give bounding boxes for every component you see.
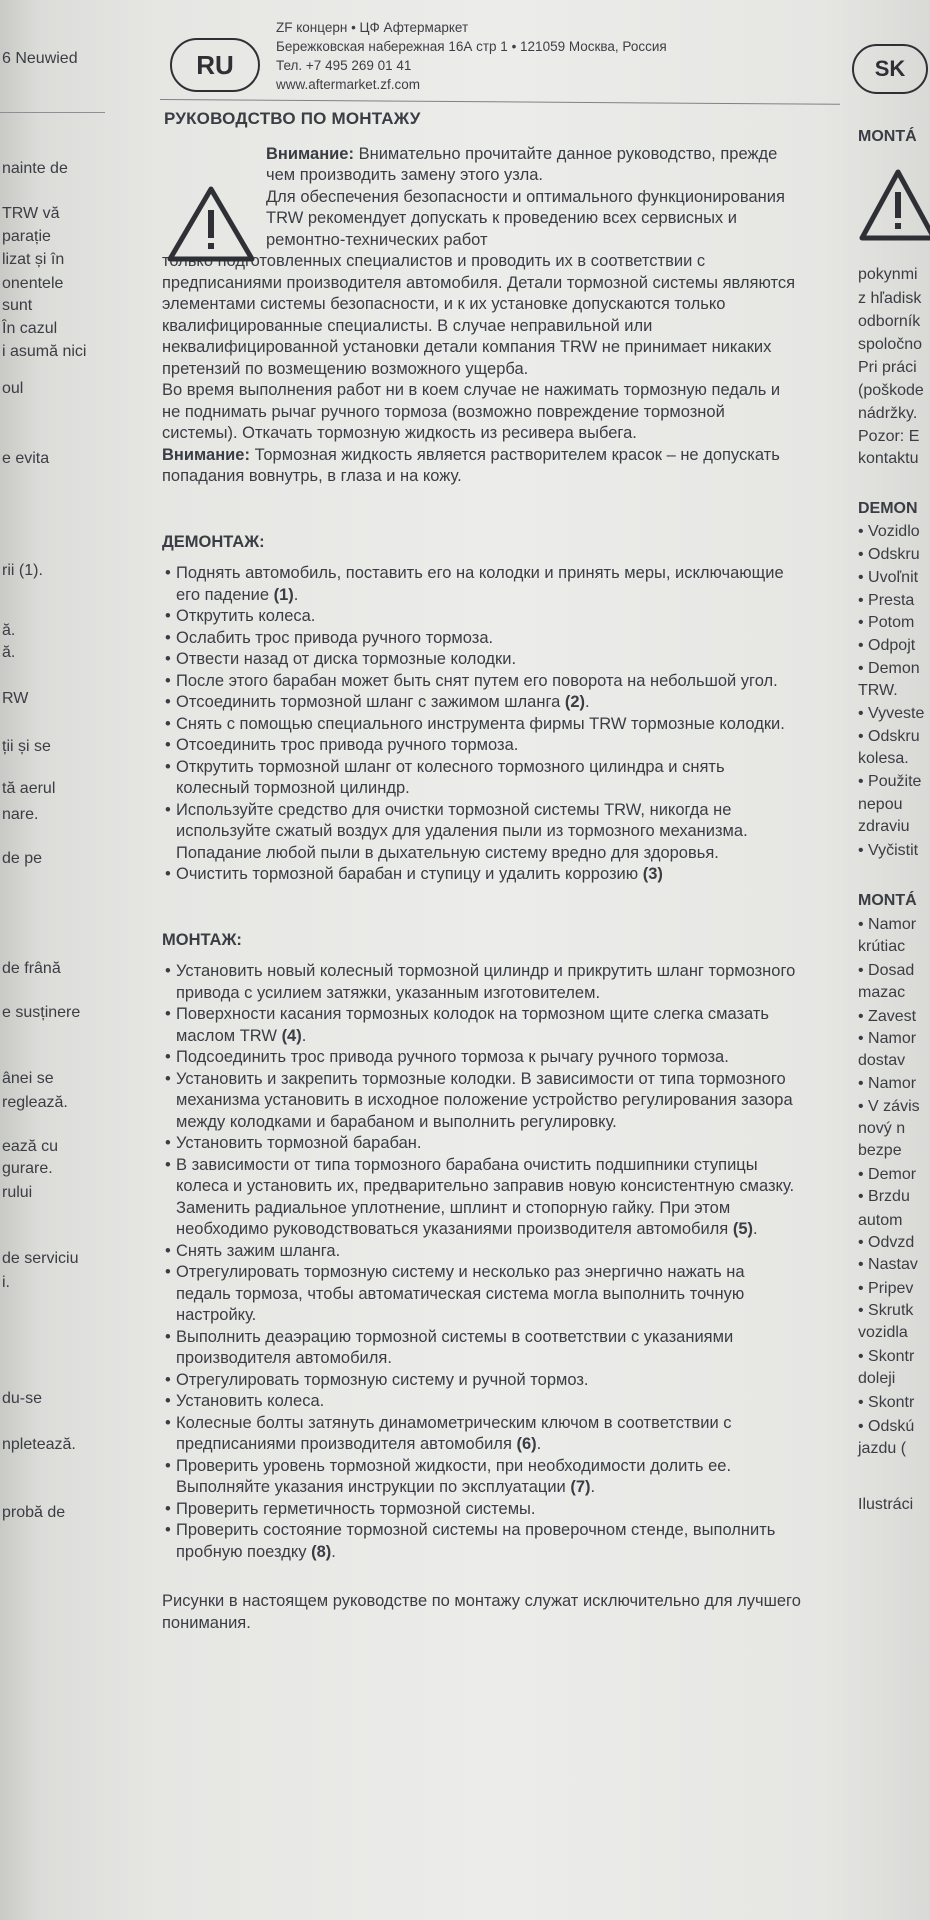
- right-text-fragment: • Odskru: [858, 546, 920, 563]
- list-item: [176, 800, 802, 865]
- list-item: [176, 757, 802, 800]
- right-text-fragment: doleji: [858, 1370, 896, 1387]
- right-text-fragment: • Zavest: [858, 1008, 917, 1025]
- list-item: [176, 606, 802, 628]
- right-text-fragment: dostav: [858, 1052, 906, 1069]
- list-item-text: Снять с помощью специального инструмента фирмы TRW тормозные колодки.: [176, 714, 785, 733]
- list-item: [176, 1456, 802, 1499]
- company-website: www.aftermarket.zf.com: [276, 77, 421, 92]
- left-text-fragment: ții și se: [2, 738, 51, 755]
- right-text-fragment: autom: [858, 1212, 903, 1229]
- right-text-fragment: • Uvoľnit: [858, 569, 919, 586]
- left-text-fragment: oul: [2, 380, 24, 397]
- list-item: [176, 649, 802, 671]
- figure-ref: (8): [311, 1542, 332, 1561]
- list-item: [176, 864, 802, 886]
- list-item-text: Поднять автомобиль, поставить его на колодки и принять меры, исключающие его падение: [176, 564, 784, 604]
- left-text-fragment: gurare.: [2, 1160, 53, 1177]
- warning-label: Внимание:: [266, 144, 354, 163]
- list-item-text: Подсоединить трос привода ручного тормоза к рычагу ручного тормоза.: [176, 1048, 729, 1066]
- left-text-fragment: e susținere: [2, 1004, 81, 1021]
- right-column-sk: [852, 0, 930, 1920]
- right-text-fragment: • Skrutk: [858, 1302, 914, 1319]
- right-text-fragment: • Pripev: [858, 1280, 914, 1297]
- right-text-fragment: odborník: [858, 313, 921, 330]
- list-item-text: Колесные болты затянуть динамометрическим ключом в соответствии с предписаниями производителя автомобиля: [176, 1413, 732, 1453]
- list-item-text: Установить тормозной барабан.: [176, 1134, 422, 1152]
- list-item-text: Отсоединить трос привода ручного тормоза.: [176, 736, 519, 754]
- right-text-fragment: • Vozidlo: [858, 523, 920, 540]
- list-item-text: Проверить состояние тормозной системы на проверочном стенде, выполнить пробную поездку: [176, 1521, 776, 1561]
- left-text-fragment: probă de: [2, 1504, 66, 1521]
- right-text-fragment: • Nastav: [858, 1256, 918, 1273]
- list-item: [176, 563, 802, 606]
- dismantling-list: [162, 563, 802, 886]
- mounting-heading: МОНТАЖ:: [162, 930, 242, 949]
- left-text-fragment: npletează.: [2, 1436, 76, 1453]
- right-text-fragment: krútiac: [858, 938, 906, 955]
- right-text-fragment: z hľadisk: [858, 290, 922, 307]
- list-item-tail: .: [331, 1542, 336, 1561]
- right-text-fragment: bezpe: [858, 1142, 902, 1159]
- right-text-fragment: • Namor: [858, 916, 917, 933]
- left-text-fragment: de pe: [2, 850, 43, 867]
- warning-block: [162, 144, 802, 488]
- left-column-ro: [0, 0, 110, 1920]
- left-text-fragment: sunt: [2, 297, 33, 314]
- list-item-text: Проверить герметичность тормозной системы.: [176, 1499, 536, 1518]
- list-item: [176, 735, 802, 757]
- right-text-fragment: Ilustráci: [858, 1496, 914, 1513]
- right-text-fragment: • Vyveste: [858, 705, 925, 722]
- left-text-fragment: ează cu: [2, 1138, 59, 1155]
- left-text-fragment: rului: [2, 1184, 33, 1201]
- list-item-tail: .: [301, 1026, 307, 1045]
- list-item: [176, 1370, 802, 1392]
- right-text-fragment: • Vyčistit: [858, 842, 919, 859]
- list-item-text: Отсоединить тормозной шланг с зажимом шланга: [176, 693, 561, 711]
- left-text-fragment: du-se: [2, 1390, 43, 1407]
- left-text-fragment: onentele: [2, 275, 64, 292]
- list-item-text: Снять зажим шланга.: [176, 1241, 341, 1260]
- list-item-text: Используйте средство для очистки тормозной системы TRW, никогда не используйте сжатый воздух для удаления пыли из тормозного механизма. Попадание любой пыли в дыхательную систему вредно для здоровья.: [176, 800, 748, 862]
- right-text-fragment: Pri práci: [858, 359, 917, 376]
- list-item: [176, 1069, 802, 1134]
- list-item-text: Выполнить деаэрацию тормозной системы в соответствии с указаниями производителя автомобиля.: [176, 1327, 734, 1367]
- list-item: [176, 671, 802, 693]
- warning-text-4: Во время выполнения работ ни в коем случае не нажимать тормозную педаль и не поднимать рычаг ручного тормоза (возможно повреждение тормозной системы). Откачать тормозную жидкость из ресивера выбега.: [162, 381, 781, 442]
- list-item-text: Ослабить трос привода ручного тормоза.: [176, 628, 494, 647]
- list-item-text: Установить новый колесный тормозной цилиндр и прикрутить шланг тормозного привода с усилием затяжки, указанным изготовителем.: [176, 962, 796, 1002]
- dismantling-heading: ДЕМОНТАЖ:: [162, 532, 265, 551]
- list-item: [176, 1004, 802, 1047]
- company-phone: Тел. +7 495 269 01 41: [276, 58, 412, 73]
- right-text-fragment: • Presta: [858, 592, 915, 609]
- list-item-text: Поверхности касания тормозных колодок на тормозном щите слегка смазать маслом TRW: [176, 1005, 770, 1045]
- list-item-text: Отрегулировать тормозную систему и ручной тормоз.: [176, 1370, 589, 1389]
- right-text-fragment: • Odskú: [858, 1418, 915, 1435]
- figure-ref: (2): [564, 693, 586, 711]
- left-text-fragment: TRW vă: [2, 205, 60, 222]
- list-item-text: Установить и закрепить тормозные колодки. В зависимости от типа тормозного механизма установить в исходное положение устройство регулирования зазора между колодками и барабаном и выполнить регулировку.: [176, 1069, 793, 1131]
- right-text-fragment: kolesa.: [858, 750, 909, 767]
- right-text-fragment: • Odpojt: [858, 637, 916, 654]
- left-divider: [0, 112, 105, 113]
- list-item-tail: .: [590, 1478, 596, 1496]
- left-text-fragment: de serviciu: [2, 1250, 79, 1267]
- header-divider: [160, 99, 840, 105]
- right-text-fragment: • Odvzd: [858, 1234, 915, 1251]
- list-item: [176, 1520, 802, 1563]
- sk-language-badge: SK: [852, 44, 928, 94]
- left-text-fragment: ânei se: [2, 1070, 54, 1087]
- left-text-fragment: ă.: [2, 644, 16, 661]
- list-item: [176, 961, 802, 1004]
- left-text-fragment: rii (1).: [2, 562, 43, 579]
- right-text-fragment: nádržky.: [858, 405, 918, 422]
- warning-paragraph-1: [266, 144, 802, 187]
- left-text-fragment: nainte de: [2, 160, 68, 177]
- warning-text-1: Внимательно прочитайте данное руководство, прежде чем производить замену этого узла.: [266, 144, 778, 184]
- list-item: [176, 628, 802, 650]
- figure-ref: (3): [642, 865, 663, 883]
- footer-note: Рисунки в настоящем руководстве по монтажу служат исключительно для лучшего понимания.: [162, 1592, 801, 1632]
- list-item-text: Отрегулировать тормозную систему и несколько раз энергично нажать на педаль тормоза, чтобы автоматическая система могла выполнить точную настройку.: [176, 1263, 745, 1324]
- figure-ref: (7): [570, 1478, 591, 1496]
- warning-text-2: Для обеспечения безопасности и оптимального функционирования TRW рекомендует допускать к проведению всех сервисных и ремонтно-технических работ: [266, 187, 785, 249]
- mounting-list: [162, 961, 802, 1563]
- list-item-text: Очистить тормозной барабан и ступицу и удалить коррозию: [176, 865, 639, 883]
- left-text-fragment: lizat și în: [2, 251, 65, 268]
- list-item: [176, 1327, 802, 1370]
- left-header-fragment: 6 Neuwied: [2, 50, 78, 67]
- left-text-fragment: i.: [2, 1274, 10, 1291]
- company-address: Бережковская набережная 16А стр 1 • 121059 Москва, Россия: [276, 39, 667, 54]
- right-text-fragment: • Skontr: [858, 1348, 915, 1365]
- right-text-fragment: • Demor: [858, 1166, 917, 1183]
- figure-ref: (6): [516, 1435, 537, 1453]
- list-item: [176, 1413, 802, 1456]
- right-text-fragment: • Brzdu: [858, 1188, 910, 1205]
- right-text-fragment: nepou: [858, 796, 903, 813]
- list-item-tail: .: [585, 693, 590, 711]
- left-text-fragment: de frână: [2, 960, 61, 977]
- list-item: [176, 1155, 802, 1241]
- list-item-text: После этого барабан может быть снят путем его поворота на небольшой угол.: [176, 671, 778, 690]
- list-item-text: Проверить уровень тормозной жидкости, при необходимости долить ее. Выполняйте указания инструкции по эксплуатации: [176, 1456, 732, 1496]
- list-item-tail: .: [536, 1435, 542, 1453]
- right-text-fragment: Pozor: E: [858, 428, 920, 445]
- right-text-fragment: • Dosad: [858, 962, 915, 979]
- right-text-fragment: zdraviu: [858, 818, 910, 835]
- right-text-fragment: (poškode: [858, 382, 924, 399]
- left-text-fragment: nare.: [2, 806, 39, 823]
- right-text-fragment: mazac: [858, 984, 906, 1001]
- list-item-text: Открутить тормозной шланг от колесного тормозного цилиндра и снять колесный тормозной цилиндр.: [176, 757, 725, 797]
- list-item: [176, 1241, 802, 1263]
- list-item-tail: .: [293, 585, 299, 604]
- right-text-fragment: • Demon: [858, 660, 920, 677]
- list-item: [176, 1391, 802, 1413]
- warning-label-2: Внимание:: [162, 445, 250, 464]
- list-item-text: Установить колеса.: [176, 1392, 325, 1410]
- right-text-fragment: • Namor: [858, 1075, 917, 1092]
- list-item-text: В зависимости от типа тормозного барабана очистить подшипники ступицы колеса и установить их, предварительно заправив новую консистентную смазку. Заменить радиальное уплотнение, шплинт и стопорную гайку. При этом необходимо руководствоваться указаниями производителя автомобиля: [176, 1155, 795, 1238]
- right-text-fragment: MONTÁ: [858, 892, 917, 909]
- left-text-fragment: i asumă nici: [2, 343, 87, 360]
- list-item-tail: .: [753, 1220, 758, 1238]
- right-text-fragment: jazdu (: [858, 1440, 907, 1457]
- page-title: РУКОВОДСТВО ПО МОНТАЖУ: [164, 109, 421, 128]
- right-text-fragment: spoločno: [858, 336, 923, 353]
- right-text-fragment: • V závis: [858, 1098, 920, 1115]
- right-text-fragment: vozidla: [858, 1324, 908, 1341]
- right-text-fragment: • Použite: [858, 773, 922, 790]
- left-text-fragment: În cazul: [2, 320, 58, 337]
- list-item: [176, 692, 802, 714]
- right-text-fragment: nový n: [858, 1120, 906, 1137]
- figure-ref: (5): [732, 1220, 753, 1238]
- right-text-fragment: DEMON: [858, 500, 918, 517]
- left-text-fragment: tă aerul: [2, 780, 56, 797]
- warning-paragraph-5: [162, 445, 802, 488]
- left-text-fragment: RW: [2, 690, 29, 707]
- warning-triangle-icon: [166, 184, 256, 264]
- figure-ref: (4): [281, 1026, 302, 1045]
- left-text-fragment: e evita: [2, 450, 50, 467]
- list-item: [176, 1133, 802, 1155]
- left-text-fragment: reglează.: [2, 1094, 68, 1111]
- right-text-fragment: TRW.: [858, 682, 898, 699]
- list-item: [176, 714, 802, 736]
- company-address-block: [276, 18, 667, 94]
- right-text-fragment: • Potom: [858, 614, 915, 631]
- list-item: [176, 1047, 802, 1069]
- warning-triangle-icon: [854, 168, 930, 242]
- warning-text-5: Тормозная жидкость является растворителем красок – не допускать попадания вовнутрь, в глаза и на кожу.: [162, 445, 780, 485]
- right-text-fragment: kontaktu: [858, 450, 919, 467]
- right-text-fragment: • Namor: [858, 1030, 917, 1047]
- left-text-fragment: parație: [2, 228, 51, 245]
- ru-column: [162, 108, 802, 1634]
- figure-ref: (1): [273, 585, 294, 604]
- list-item: [176, 1499, 802, 1521]
- left-text-fragment: ă.: [2, 622, 16, 639]
- list-item-text: Открутить колеса.: [176, 607, 316, 625]
- sk-heading-fragment: MONTÁ: [858, 128, 917, 145]
- right-text-fragment: • Odskru: [858, 728, 920, 745]
- company-name: ZF концерн • ЦФ Афтермаркет: [276, 20, 469, 35]
- list-item: [176, 1262, 802, 1327]
- right-text-fragment: • Skontr: [858, 1394, 915, 1411]
- ru-language-badge: RU: [170, 38, 260, 92]
- warning-text-3: только подготовленных специалистов и проводить их в соответствии с предписаниями производителя автомобиля. Детали тормозной системы являются элементами системы безопасности, и к их установке допускаются только квалифицированные специалисты. В случае неправильной или неквалифицированной установки детали компания TRW не принимает никаких претензий по возмещению возможного ущерба.: [162, 252, 796, 378]
- list-item-text: Отвести назад от диска тормозные колодки.: [176, 650, 517, 668]
- right-text-fragment: pokynmi: [858, 266, 918, 283]
